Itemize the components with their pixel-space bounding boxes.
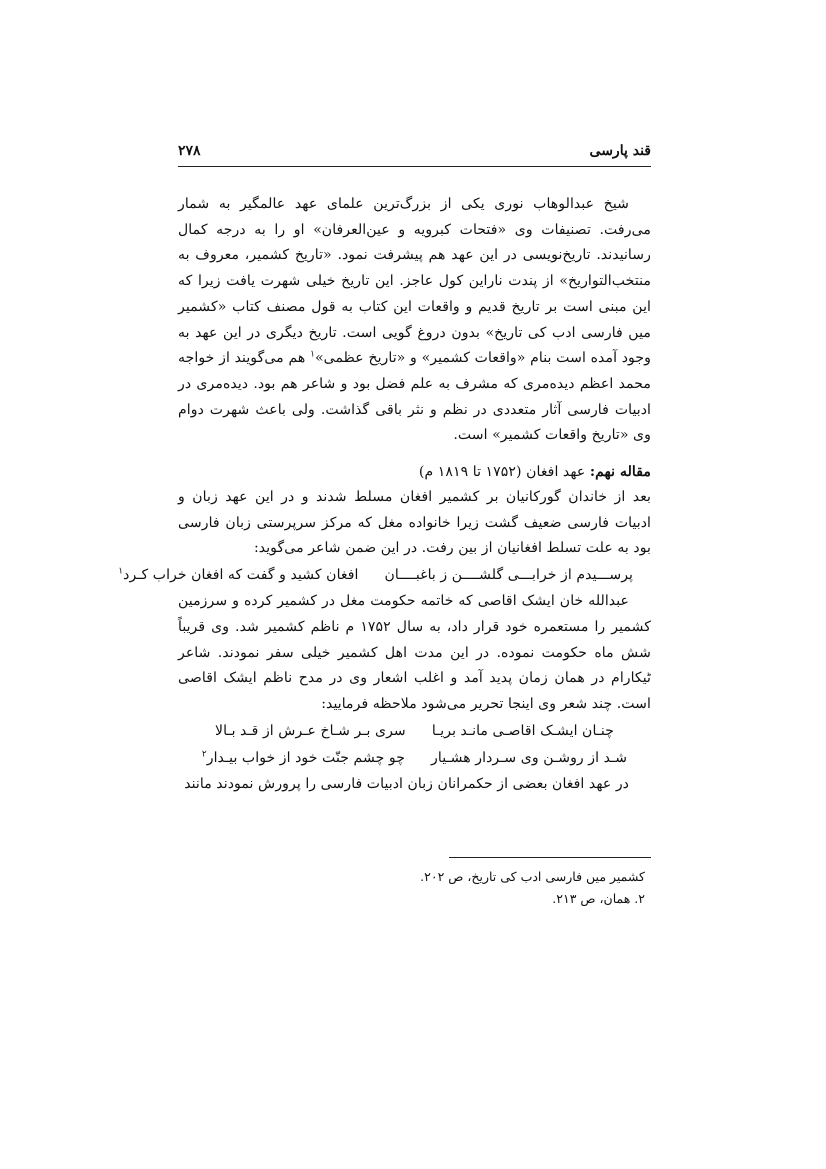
page-number: ۲۷۸ <box>178 143 201 159</box>
verse-3 <box>178 745 651 772</box>
running-title: قند پارسی <box>589 143 651 159</box>
verse-2-hemistich-b: سری بـر شـاخ عـرش از قـد بـالا <box>215 722 406 739</box>
paragraph-1-end: هم می‌گویند از خواجه محمد اعظم دیده‌مری که مشرف به علم فضل بود و شاعر هم بود. دیده‌مری در ادبیات فارسی آثار متعددی در نظم و نثر باقی گذاشت. ولی باعث شهرت دوام وی «تاریخ واقعات کشمیر» است. <box>178 350 651 444</box>
paragraph-2: بعد از خاندان گورکانیان بر کشمیر افغان مسلط شدند و در این عهد زبان و ادبیات فارسی ضعیف گشت زیرا خانواده مغل که مرکز سرپرستی زبان فارسی بود به علت تسلط افغانیان از بین رفت. در این ضمن شاعر می‌گوید: <box>178 489 651 557</box>
paragraph-1 <box>178 192 651 449</box>
verse-2-hemistich-a: چنـان ایشـک اقاصـی مانـد بریـا <box>431 722 614 739</box>
paragraph-3: عبدالله خان ایشک اقاصی که خاتمه حکومت مغل در کشمیر کرده و سرزمین کشمیر را مستعمره خود قرار داد، به سال ۱۷۵۲ م ناظم کشمیر شد. وی قریباً شش ماه حکومت نموده. در این مدت اهل کشمیر خیلی سفر نمودند. شاعر ٹیکارام در همان زمان پدید آمد و اغلب اشعار وی در مدح ناظم ایشک اقاصی است. چند شعر وی اینجا تحریر می‌شود ملاحظه فرمایید: <box>178 593 651 712</box>
main-text <box>118 192 652 797</box>
verse-1-hemistich-a: پرســـیدم از خرابـــی گلشــــن ز باغبــــان <box>384 567 633 584</box>
section-heading-label: مقاله نهم: <box>589 464 651 481</box>
footnote-rule <box>449 857 651 858</box>
paragraph-1-text: شیخ عبدالوهاب نوری یکی از بزرگ‌ترین علمای عهد عالمگیر به شمار می‌رفت. تصنیفات وی «فتحات کبرویه و عین‌العرفان» او را به درجه کمال رسانیدند. تاریخ‌نویسی در این عهد هم پیشرفت نمود. «تاریخ کشمیر، معروف به منتخب‌التواریخ» از پندت ناراین کول عاجز. این تاریخ خیلی شهرت یافت زیرا که این مبنی است بر تاریخ قدیم و واقعات این کتاب به قول مصنف کتاب «کشمیر میں فارسی ادب کی تاریخ» بدون دروغ گویی است. تاریخ دیگری در این عهد به وجود آمده است بنام «واقعات کشمیر» و «تاریخ عظمی» <box>178 196 652 367</box>
footnote-ref-verse-1: ۱ <box>118 566 124 577</box>
verse-1-hemistich-b-text: افغان کشید و گفت که افغان خراب کـرد <box>123 567 359 584</box>
footnote-ref-1: ۱ <box>310 349 315 360</box>
verse-3-hemistich-b <box>202 745 405 772</box>
verse-3-hemistich-b-text: چو چشم جنّت خود از خواب بیـدار <box>206 749 406 766</box>
page-header <box>178 143 651 165</box>
header-rule <box>178 166 651 167</box>
section-heading <box>178 459 651 485</box>
footnotes <box>178 866 651 910</box>
footnote-ref-verse-3: ۲ <box>201 748 207 759</box>
footnote-1: کشمیر میں فارسی ادب کی تاریخ، ص ۲۰۲. <box>420 869 645 884</box>
verse-1-hemistich-b <box>118 562 358 589</box>
verse-1 <box>118 562 651 589</box>
verse-2 <box>178 718 651 745</box>
footnote-2: ۲. همان، ص ۲۱۳. <box>552 891 645 906</box>
paragraph-4: در عهد افغان بعضی از حکمرانان زبان ادبیات فارسی را پرورش نمودند مانند <box>184 775 629 792</box>
section-heading-title: عهد افغان (۱۷۵۲ تا ۱۸۱۹ م) <box>418 464 590 481</box>
verse-3-hemistich-a: شـد از روشـن وی سـردار هشـیار <box>431 749 628 766</box>
